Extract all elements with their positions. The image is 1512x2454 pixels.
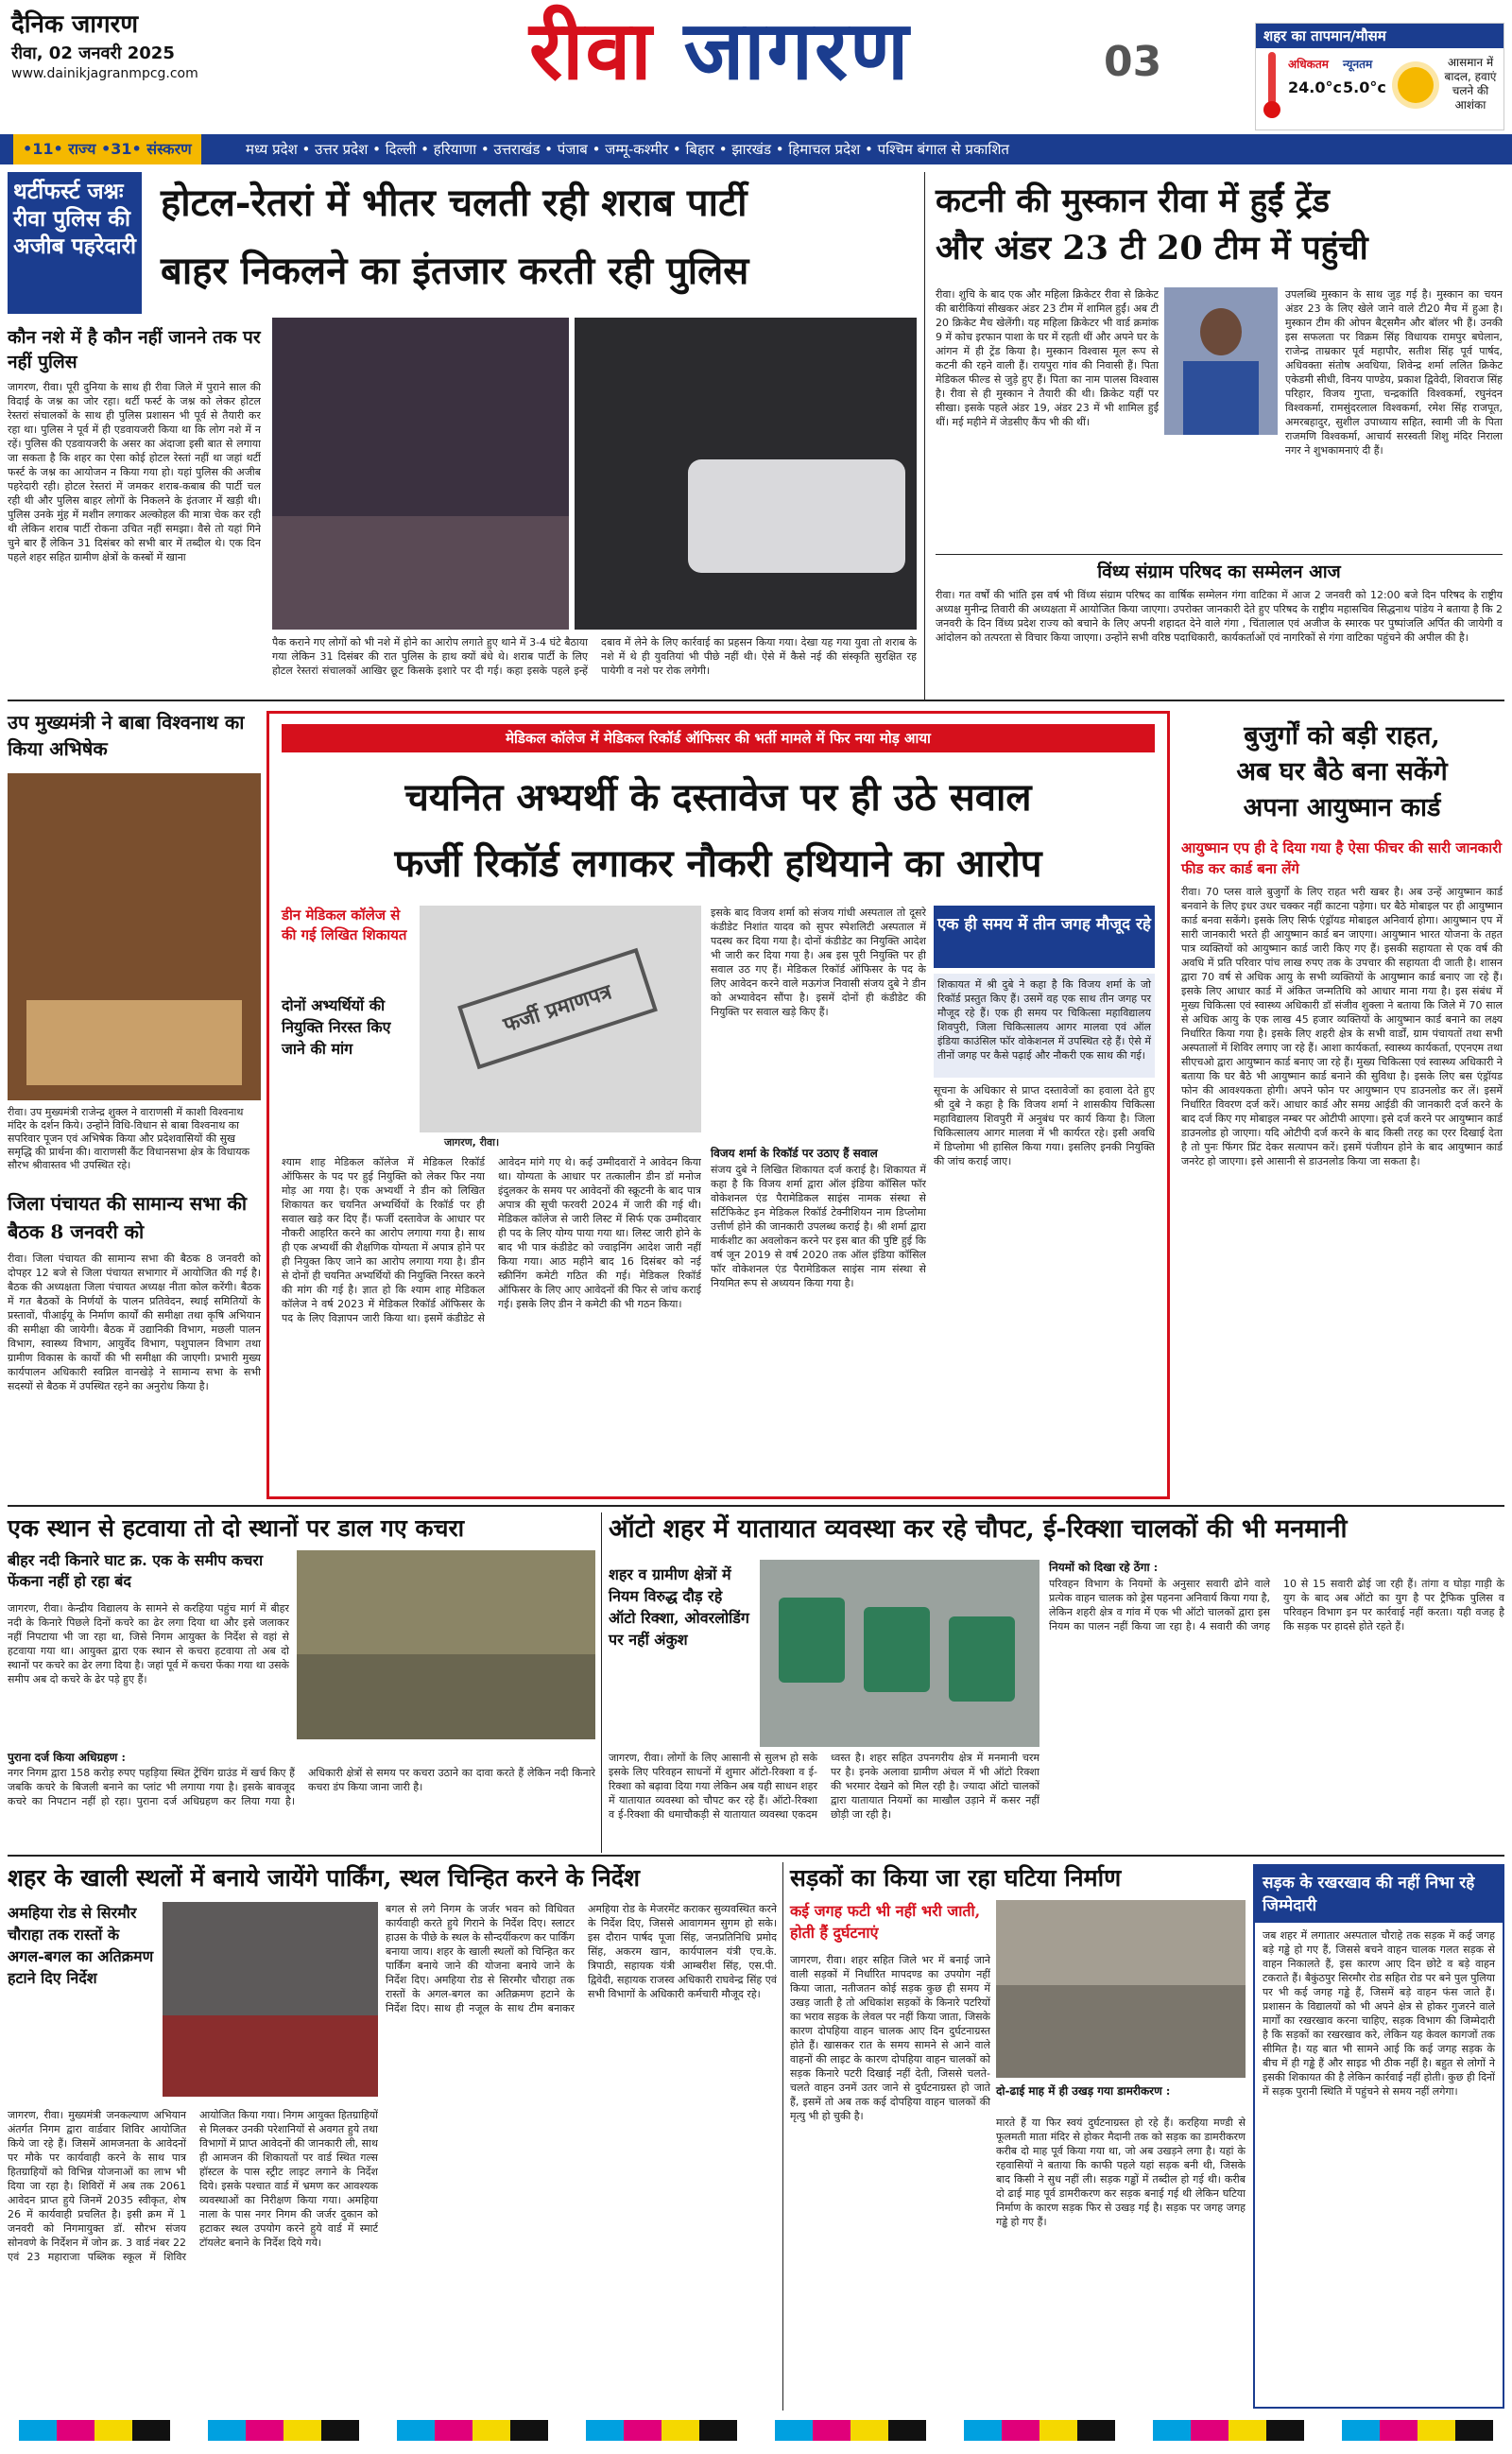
road-inline-head: दो-ढाई माह में ही उखड़ गया डामरीकरण : [996, 2084, 1171, 2098]
garbage-subhead: बीहर नदी किनारे घाट क्र. एक के समीप कचरा फेंकना नहीं हो रहा बंद [8, 1551, 264, 1590]
muskan-body-1: रीवा। शुचि के बाद एक और महिला क्रिकेटर रीवा से क्रिकेट की बारीकियां सीखकर अंडर 23 टीम में शामिल हुईं। अब टी 20 क्रिकेट मैच खेलेंगी। यह महिला क्रिकेटर भी वार्ड क्रमांक 9 में कोच इरफान पाशा के घर में रहती थीं और अपने घर के आंगन में ही ट्रेंड किया है। मुस्कान विश्वास मूल रूप से कटनी की रहने वाली हैं। रायपुरा गांव की निवासी हैं। पिता मेडिकल फील्ड से जुड़े हुए हैं। पिता का नाम पालस विश्वास है। रीवा से ही मुस्कान ने तैयारी की थी। क्रिकेट यहीं पर सीखा। इसके पहले अंडर 19, अंडर 23 में भी शामिल हुईं थीं। मई महीने में जेडसीए कैंप भी की थीं। [936, 288, 1159, 428]
medical-subhead: विजय शर्मा के रिकॉर्ड पर उठाए हैं सवाल [711, 1147, 878, 1160]
medical-box [934, 906, 1155, 968]
zila-body: रीवा। जिला पंचायत की सामान्य सभा की बैठक 8 जनवरी को दोपहर 12 बजे से जिला पंचायत सभागार में आयोजित की गई है। बैठक की अध्यक्षता जिला पंचायत अध्यक्ष नीता कोल करेंगी। बैठक में गत बैठकों के निर्णयों के पालन प्रतिवेदन, स्थाई समितियों के प्रस्तावों, पीआईयू के निर्माण कार्यों की समीक्षा तथा कृषि अभियान की समीक्षा की जायेगी। बैठक में उद्यानिकी विभाग, मछली पालन विभाग, स्वास्थ्य विभाग, आयुर्वेद विभाग, पशुपालन विभाग तथा ग्रामीण विकास के कार्यों की भी समीक्षा की जाएगी। प्रभारी मुख्य कार्यपालन अधिकारी स्वप्निल वानखेड़े ने सामान्य सभा के सभी सदस्यों से बैठक में उपस्थित रहने का अनुरोध किया है। [8, 1253, 261, 1392]
weather-description: आसमान में बादल, हवाएं चलने की आशंका [1444, 56, 1497, 112]
party-side-head-text: थर्टीफर्स्ट जश्नः रीवा पुलिस की अजीब पहरेदारी [13, 179, 136, 259]
weather-box [1255, 23, 1504, 130]
parking-side: अमहिया रोड से सिरमौर चौराहा तक रास्तों के अगल-बगल का अतिक्रमण हटाने दिए निर्देश [8, 1904, 154, 1987]
road-headline: सड़कों का किया जा रहा घटिया निर्माण [790, 1864, 1122, 1892]
garbage-photo [297, 1550, 595, 1739]
medical-kicker: मेडिकल कॉलेज में मेडिकल रिकॉर्ड ऑफिसर की भर्ती मामले में फिर नया मोड़ आया [506, 730, 931, 747]
masthead-left [11, 6, 408, 81]
party-photo-crowd [272, 318, 569, 630]
medical-side-black: दोनों अभ्यर्थियों की नियुक्ति निरस्त किए जाने की मांग [282, 996, 391, 1058]
zila-headline: जिला पंचायत की सामान्य सभा की बैठक 8 जनवरी को [8, 1192, 247, 1243]
thermometer-icon [1263, 52, 1280, 120]
vindhya-headline: विंध्य संग्राम परिषद का सम्मेलन आज [1097, 562, 1341, 582]
ayushman-headline-1: बुजुर्गों को बड़ी राहत, [1244, 721, 1440, 751]
shiva-headline: उप मुख्यमंत्री ने बाबा विश्वनाथ का किया अभिषेक [8, 711, 245, 760]
edition-band [0, 134, 1512, 164]
website-link[interactable]: www.dainikjagranmpcg.com [11, 66, 198, 81]
repair-headline: सड़क के रखरखाव की नहीं निभा रहे जिम्मेदारी [1255, 1866, 1503, 1923]
section-divider [8, 1505, 1504, 1507]
fake-certificate-stamp: फर्जी प्रमाणपत्र [457, 948, 658, 1069]
auto-photo [760, 1560, 1040, 1747]
vindhya-body: रीवा। गत वर्षों की भांति इस वर्ष भी विंध्य संग्राम परिषद का वार्षिक सम्मेलन गंगा वाटिका में आज 2 जनवरी को 12:00 बजे दिन परिषद के राष्ट्रीय अध्यक्ष मुनीन्द्र तिवारी की अध्यक्षता में आयोजित किया जाएगा। उपरोक्त जानकारी देते हुए परिषद के राष्ट्रीय महासचिव सिद्धनाथ पांडेय ने बताया है कि 2 जनवरी के दिन विंध्य प्रदेश राज्य को बचाने के लिए अपनी शहादत देने वाले गंगा , चिंतालाल एवं अजीज के स्मारक पर पुष्पांजलि अर्पित की जायेगी व आंदोलन को तत्परता से विचार किया जाएगा। उन्होंने सभी वरिष्ठ पदाधिकारी, कार्यकर्ताओं एवं नागरिकों से गंगा वाटिका पहुंचने की अपील की है। [936, 589, 1503, 644]
section-divider [936, 554, 1503, 555]
ayushman-headline-3: अपना आयुष्मान कार्ड [1243, 793, 1441, 822]
medical-body-a: श्याम शाह मेडिकल कॉलेज में मेडिकल रिकॉर्ड ऑफिसर के पद पर हुई नियुक्ति को लेकर फिर नया मोड़ आ गया है। एक अभ्यर्थी ने डीन को लिखित शिकायत कर चयनित अभ्यर्थियों के रिकॉर्ड पर ही सवाल खड़े कर दिए हैं। फर्जी दस्तावेज के आधार पर नौकरी आहरित करने का आरोप लगाया गया है। साथ ही एक अभ्यर्थी की शैक्षणिक योग्यता में अपात्र होने पर ही नियुक्त किए जाने का आरोप लगाया गया है। डीन से दोनों ही चयनित अभ्यर्थियों की नियुक्ति निरस्त करने की मांग की गई है। ज्ञात हो कि श्याम शाह मेडिकल कॉलेज ने वर्ष 2023 में मेडिकल रिकॉर्ड ऑफिसर के पद के लिए विज्ञापन जारी किया था। इसमें कंडीडेट से आवेदन मांगे गए थे। कई उम्मीदवारों ने आवेदन किया था। योग्यता के आधार पर तत्कालीन डीन डॉ मनोज इंदुलकर के समय पर आवेदनों की स्क्रूटनी के बाद पात्र अपात्र की सूची फरवरी 2024 में जारी की गई थी। मेडिकल कॉलेज से जारी लिस्ट में सिर्फ एक उम्मीदवार ही पद के लिए योग्य पाया गया था। लिस्ट जारी होने के बाद भी पात्र कंडीडेट को ज्वाइनिंग आदेश जारी नहीं किया गया। आठ महीने बाद 16 दिसंबर को नई स्क्रीनिंग कमेटी गठित की गई। मेडिकल रिकॉर्ड ऑफिसर के लिए आए आवेदनों की फिर से जांच कराई गई। इसके लिए डीन ने कमेटी की भी गठन किया। [282, 1156, 701, 1324]
muskan-photo [1164, 287, 1278, 435]
parking-headline: शहर के खाली स्थलों में बनाये जायेंगे पार्किंग, स्थल चिन्हित करने के निर्देश [8, 1864, 641, 1892]
title-jagran: जागरण [683, 3, 911, 98]
road-body-b: मारते हैं या फिर स्वयं दुर्घटनाग्रस्त हो रहे हैं। करहिया मण्डी से फूलमती माता मंदिर से होकर मैदानी तक को सड़क का डामरीकरण करीब दो माह पूर्व किया गया था, जो अब उखड़ने लगा है। यहां के रहवासियों ने बताया कि काफी पहले यहां सड़क बनी थी, जिसके बाद किसी ने सुध नहीं ली। सड़क गड्ढों में तब्दील हो गई थी। करीब दो ढाई माह पूर्व डामरीकरण कर सड़क बनाई गई थी लेकिन घटिया निर्माण के कारण सड़क फिर से उखड़ गई है। सड़क पर जगह जगह गड्ढे हो गए हैं। [996, 2117, 1246, 2228]
muskan-headline-1: कटनी की मुस्कान रीवा में हुईं ट्रेंड [936, 181, 1330, 220]
ayushman-subhead: आयुष्मान एप ही दे दिया गया है ऐसा फीचर की सारी जानकारी फीड कर कार्ड बना लेंगे [1181, 839, 1503, 877]
repair-body: जब शहर में लगातार अस्पताल चौराहे तक सड़क में कई जगह बड़े गड्ढे हो गए हैं, जिससे बचने वाहन चालक गलत सड़क से वाहन निकालते हैं, इस कारण आए दिन छोटे व बड़े वाहन टकराते हैं। बैकुंठपुर सिरमौर रोड सहित रोड पर बने पुल पुलिया पर भी कई जगह गड्ढे हैं, जिसमें बड़े वाहन फंस जाते हैं। प्रशासन के विद्यालयों को भी अपने क्षेत्र से होकर गुजरने वाले मार्गों का रखरखाव करना चाहिए, सड़क विभाग की जिम्मेदारी है कि सड़कों का रखरखाव करे, लेकिन यह केवल कागजों तक सीमित है। यह बात भी सामने आई कि कई जगह सड़क के बीच में ही गड्ढे हैं और साइड भी ठीक नहीं है। बहुत से लोगों ने इसकी शिकायत की है लेकिन कार्रवाई नहीं होती। कुछ ही दिनों में सड़क पुरानी स्थिति में पहुंचने से समय नहीं लगेगा। [1263, 1929, 1495, 2098]
parking-body-a: जागरण, रीवा। मुख्यमंत्री जनकल्याण अभियान अंतर्गत निगम द्वारा वार्डवार शिविर आयोजित किये जा रहे हैं। जिसमें आमजनता के आवेदनों पर मौके पर कार्यवाही करने के साथ पात्र हितग्राहियों को विभिन्न योजनाओं का लाभ भी दिया जा रहा है। शिविरों में अब तक 2061 आवेदन प्राप्त हुये जिनमें 2035 स्वीकृत, शेष 26 में कार्यवाही प्रचलित है। इसी क्रम में 1 जनवरी को निगमायुक्त डॉ. सौरभ संजय सोनवणे के निर्देशन में जोन क्र. 3 वार्ड नंबर 22 एवं 23 महाराजा पब्लिक स्कूल में शिविर आयोजित किया गया। निगम आयुक्त हितग्राहियों से मिलकर उनकी परेशानियों से अवगत हुये तथा विभागों में प्राप्त आवेदनों की जानकारी ली, साथ ही आमजन की शिकायतों पर वार्ड स्थित गल्स हॉस्टल के पास स्ट्रीट लाइट लगाने के निर्देश दिये। इसके पश्चात वार्ड में भ्रमण कर आवश्यक व्यवस्थाओं का निरीक्षण किया गया। अमहिया नाला के पास नगर निगम की जर्जर दुकान को हटाकर स्थल उपयोग करने हुये वार्ड में स्मार्ट टॉयलेट बनाने के निर्देश दिये गये। [8, 2109, 378, 2263]
road-body-a: जागरण, रीवा। शहर सहित जिले भर में बनाई जाने वाली सड़कों में निर्धारित मापदण्ड का उपयोग नहीं किया जाता, नतीजतन कोई सड़क कुछ ही समय में उखड़ जाती है तो अधिकांश सड़कों के किनारे पटरियों का भराव सड़क के लेवल पर नहीं किया जाता, जिसके कारण दोपहिया वाहन चालक आए दिन दुर्घटनाग्रस्त होते हैं। खासकर रात के समय सामने से आने वाले वाहनों की लाइट के कारण दोपहिया वाहन चालकों को सड़क किनारे पटरी दिखाई नहीं देती, जिससे चलते-चलते वाहन उनमें उतर जाने से दुर्घटनाग्रस्त हो जाते हैं, इसमें तो अब तक कई दोपहिया वाहन चालकों की मृत्यु भी हो चुकी है। [790, 1954, 990, 2122]
section-divider [8, 700, 1504, 701]
weather-min-label: न्यूनतम [1343, 58, 1373, 71]
title-rewa: रीवा [529, 3, 654, 98]
ayushman-headline-2: अब घर बैठे बना सकेंगे [1236, 757, 1448, 786]
auto-body-b: परिवहन विभाग के नियमों के अनुसार सवारी ढोने वाले प्रत्येक वाहन चालक को ड्रेस पहनना अनिवार्य किया गया है, लेकिन शहरी क्षेत्र व गांव में एक भी ऑटो चालकों द्वारा इस नियम का पालन नहीं किया जा रहा है। 4 सवारी की जगह 10 से 15 सवारी ढोई जा रही हैं। तांगा व घोड़ा गाड़ी के युग के बाद अब ऑटो का युग है पर ट्रैफिक पुलिस व परिवहन विभाग इन पर कार्रवाई नहीं करता। यही वजह है कि सड़क पर हादसे होते रहते हैं। [1049, 1578, 1504, 1633]
auto-subhead: नियमों को दिखा रहे ठेंगा : [1049, 1561, 1159, 1574]
medical-kicker-bar [282, 724, 1155, 752]
garbage-headline: एक स्थान से हटवाया तो दो स्थानों पर डाल गए कचरा [8, 1514, 465, 1542]
medical-stamp-photo [420, 906, 701, 1132]
edition-count: •11• राज्य •31• संस्करण [13, 134, 201, 164]
section-divider [8, 1855, 1504, 1857]
party-body-bottom: पैक कराने गए लोगों को भी नशे में होने का आरोप लगाते हुए थाने में 3-4 घंटे बैठाया गया लेकिन 31 दिसंबर की रात पुलिस के हाथ क्यों बंधे थे। शराब पार्टी के लिए होटल रेस्तरां संचालकों आखिर छूट किसके इशारे पर दी गई। कहा इसके पहले इन्हें दबाव में लेने के लिए कार्रवाई का प्रहसन किया गया। देखा यह गया युवा तो शराब के नशे में थे ही युवतियां भी पीछे नहीं थी। ऐसे में कैसे नई की संस्कृति सुरक्षित रह पायेगी व नशे पर रोक लगेगी। [272, 636, 917, 677]
repair-box [1253, 1864, 1504, 2409]
column-divider [601, 1512, 602, 1853]
medical-body-b: इसके बाद विजय शर्मा को संजय गांधी अस्पताल तो दूसरे कंडीडेट निशांत यादव को सुपर स्पेशलिटी अस्पताल में पदस्थ कर दिया गया है। दोनों कंडीडेट का नियुक्ति आदेश भी जारी कर दिया गया है। अब इस पूरी नियुक्ति पर ही सवाल उठ गए हैं। मेडिकल रिकॉर्ड ऑफिसर के पद के लिए आवेदन करने वाले मऊगंज निवासी संजय दुबे ने डीन को अभ्यावेदन सौंपा है। इसमें दोनों ही कंडीडेट की नियुक्ति पर सवाल खड़े किए हैं। [711, 907, 926, 1018]
masthead [0, 0, 1512, 130]
garbage-body-b: नगर निगम द्वारा 158 करोड़ रुपए पहड़िया स्थित ट्रेंचिंग ग्राउंड में खर्च किए हैं जबकि कचरे के बिजली बनाने का प्लांट भी लगाया गया है। इसके बावजूद कचरे का निपटान नहीं हो रहा। पुराना दर्ज अधिग्रहण कर लिया गया है। अधिकारी क्षेत्रों से समय पर कचरा उठाने का दावा करते हैं लेकिन नदी किनारे कचरा डंप किया जाना जारी है। [8, 1767, 595, 1807]
column-divider [924, 172, 925, 701]
muskan-body-2: उपलब्धि मुस्कान के साथ जुड़ गई है। मुस्कान का चयन अंडर 23 के लिए खेले जाने वाले टी20 मैच में हुआ है। मुस्कान टीम की ओपन बैट्समैन और बॉलर भी हैं। उनकी इस सफलता पर विक्रम सिंह विधायक रामपुर बघेलान, राजेन्द्र ताम्रकार पूर्व महापौर, सतीश सिंह पूर्व पार्षद, अधिवक्ता संतोष अवधिया, शिवेन्द्र शर्मा ललित क्रिकेट एकेडमी सीधी, विनय पाण्डेय, प्रकाश द्विवेदी, शिवराज सिंह परिहार, विजय गुप्ता, चन्द्रकांति विश्वकर्मा, रघुनंदन विश्वकर्मा, रामसुंदरलाल विश्वकर्मा, रमेश सिंह राजपूत, अमरबहादुर, सुशील उपाध्याय सहित, स्वामी जी के पिता राजमणि विश्वकर्मा, आचार्य सरस्वती शिशु मंदिर निराला नगर ने शुभकामनाएं दी हैं। [1285, 288, 1503, 457]
medical-body-d: सूचना के अधिकार से प्राप्त दस्तावेजों का हवाला देते हुए श्री दुबे ने कहा है कि विजय शर्मा ने शासकीय चिकित्सा महाविद्यालय शिवपुरी में अनुबंध पर कार्य किया है। जिला चिकित्सालय आगर मालवा में भी कार्यरत रहे। इसी अवधि में डिप्लोमा भी हासिल किया गया। इसलिए इनकी नियुक्ति की जांच कराई जाए। [934, 1084, 1155, 1167]
weather-heading: शहर का तापमान/मौसम [1256, 24, 1503, 48]
garbage-body-a: जागरण, रीवा। केन्द्रीय विद्यालय के सामने से करहिया पहुंच मार्ग में बीहर नदी के किनारे पिछले दिनों कचरे का ढेर लगा दिया था और इसे जलाकर नहीं निपटाया भी जा रहा था, जिसे निगम आयुक्त के निर्देश से वहां से हटवाया गया था। आयुक्त द्वारा एक स्थान से कचरा हटवाया तो अब दो स्थानों पर कचरे का ढेर लगा दिया है। जहां पूर्व में कचरा फेंका गया था उसके समीप अब दो कचरे के ढेर पड़े हुए हैं। [8, 1602, 289, 1685]
medical-side-red: डीन मेडिकल कॉलेज से की गई लिखित शिकायत [282, 907, 407, 943]
weather-max-label: अधिकतम [1288, 58, 1329, 71]
register-mark-strip [0, 2420, 1512, 2441]
party-subhead: कौन नशे में है कौन नहीं जानने तक पर नहीं पुलिस [8, 327, 261, 372]
medical-headline-2: फर्जी रिकॉर्ड लगाकर नौकरी हथियाने का आरोप [394, 841, 1042, 886]
shiva-caption: रीवा। उप मुख्यमंत्री राजेन्द्र शुक्ल ने वाराणसी में काशी विश्वनाथ मंदिर के दर्शन किये। उन्होंने विधि-विधान से बाबा विश्वनाथ का सपरिवार पूजन एवं अभिषेक किया और प्रदेशवासियों की सुख समृद्धि की प्रार्थना की। वाराणसी कैंट विधानसभा क्षेत्र के विधायक सौरभ श्रीवास्तव भी उपस्थित रहे। [8, 1106, 250, 1171]
medical-box-head: एक ही समय में तीन जगह मौजूद रहे [937, 915, 1151, 934]
medical-dateline: जागरण, रीवा। [444, 1136, 500, 1149]
auto-headline: ऑटो शहर में यातायात व्यवस्था कर रहे चौपट, ई-रिक्शा चालकों की भी मनमानी [609, 1514, 1348, 1544]
weather-max-value: 24.0°c [1288, 78, 1342, 96]
page-number: 03 [1104, 38, 1162, 86]
road-photo [996, 1900, 1246, 2078]
dateline: रीवा, 02 जनवरी 2025 [11, 43, 175, 63]
party-body-left: जागरण, रीवा। पूरी दुनिया के साथ ही रीवा जिले में पुराने साल की विदाई के जश्न का जोर रहा। थर्टी फर्स्ट के जश्न को लेकर होटल रेस्तरां संचालकों के साथ ही पुलिस प्रशासन भी पूर्व से तैयारी कर रहा था। पुलिस ने पूर्व में ही एडवायजरी किया था कि लोग नशे में न रहें। पुलिस की एडवायजरी के असर का अंदाजा इसी बात से लगाया जा सकता है कि शहर का ऐसा कोई होटल रेस्तां नहीं था जहां थर्टी फर्स्ट के जश्न का आयोजन न किया गया हो। यहां पुलिस की अजीब पहरेदारी रही। होटल रेस्तरां में जमकर शराब-कबाब की पार्टी चल रही थी और पुलिस बाहर लोगों के निकलने के इंतजार में खड़ी थी। पुलिस उनके मुंह में मशीन लगाकर अल्कोहल की मात्रा चेक कर रही थी लेकिन शराब पार्टी रोकना उचित नहीं समझा। वैसे तो यहां गिने चुने बार हैं लेकिन 31 दिसंबर को सभी बार में तब्दील थे। एक दिन पहले शहर सहित ग्रामीण क्षेत्रों के कस्बों में खाना [8, 381, 261, 563]
column-divider [782, 1862, 783, 2411]
shiva-photo [8, 773, 261, 1100]
auto-side: शहर व ग्रामीण क्षेत्रों में नियम विरुद्ध दौड़ रहे ऑटो रिक्शा, ओवरलोडिंग पर नहीं अंकुश [609, 1565, 749, 1649]
sun-icon [1398, 67, 1434, 103]
paper-name: दैनिक जागरण [11, 10, 139, 39]
states-list: मध्य प्रदेश • उत्तर प्रदेश • दिल्ली • हरियाणा • उत्तराखंड • पंजाब • जम्मू-कश्मीर • बिहार • झारखंड • हिमाचल प्रदेश • पश्चिम बंगाल से प्रकाशित [246, 141, 1009, 158]
party-headline-2: बाहर निकलने का इंतजार करती रही पुलिस [161, 249, 749, 293]
ayushman-body: रीवा। 70 प्लस वाले बुजुर्गों के लिए राहत भरी खबर है। अब उन्हें आयुष्मान कार्ड बनवाने के लिए इधर उधर चक्कर नहीं काटना पड़ेगा। घर बैठे मोबाइल पर ही आयुष्मान कार्ड बनवा सकेंगे। इसके लिए सिर्फ एंड्रॉयड मोबाइल अनिवार्य होगा। आयुष्मान एप में सारी जानकारी भरते ही आयुष्मान कार्ड बन जाएगा। आयुष्मान भारत योजना के तहत पात्र व्यक्तियों को आयुष्मान कार्ड जारी किए गए हैं। इसकी सहायता से एक वर्ष की अवधि में प्रति परिवार पांच लाख रुपए तक के उपचार की सहायता दी जाती है। शासन द्वारा 70 वर्ष से अधिक आयु के सभी व्यक्तियों के आयुष्मान कार्ड बनाए जा रहे हैं। इसके लिए आधार कार्ड में अंकित जन्मतिथि को आधार माना गया है। इस संबंध में मुख्य चिकित्सा एवं स्वास्थ्य अधिकारी डॉ संजीव शुक्ला ने बताया कि जिले में 70 साल से अधिक आयु के एक लाख 45 हजार व्यक्तियों के आयुष्मान कार्ड बनाने का लक्ष्य निर्धारित किया गया है। इसके लिए शहरी क्षेत्र के सभी वार्डों, ग्राम पंचायतों तथा सभी अस्पतालों में शिविर लगाए जा रहे हैं। आशा कार्यकर्ता, स्वास्थ्य कार्यकर्ता, एएनएम तथा सीएचओ द्वारा आयुष्मान कार्ड बनाए जा रहे हैं। मुख्य चिकित्सा एवं स्वास्थ्य अधिकारी ने बताया कि घर बैठे भी आयुष्मान कार्ड बनाने की सुविधा है। इसके लिए बस एंड्रॉयड फोन की आवश्यकता होगी। अपने फोन पर आयुष्मान एप डाउनलोड कर लें। इसमें निर्धारित विवरण दर्ज करें। आधार कार्ड और समग्र आईडी की जानकारी दर्ज करने के बाद दर्ज किए गए मोबाइल नम्बर पर ओटीपी आएगा। इसे दर्ज करने पर आयुष्मान कार्ड डाउनलोड हो जाएगा। यदि ओटीपी दर्ज करने के बाद किसी तरह का एरर दिखाई देता है तो पुनः फिंगर प्रिंट देकर सत्यापन करें। इसमें पंजीयन होने के बाद आयुष्मान कार्ड जनरेट हो जाएगा। इसे आसानी से डाउनलोड किया जा सकता है। [1181, 886, 1503, 1167]
road-subhead: कई जगह फटी भी नहीं भरी जाती, होती हैं दुर्घटनाएं [790, 1902, 981, 1942]
medical-box-body: शिकायत में श्री दुबे ने कहा है कि विजय शर्मा के जो रिकॉर्ड प्रस्तुत किए हैं। उसमें वह एक साथ तीन जगह पर मौजूद रहे हैं। एक ही समय पर चिकित्सा महाविद्यालय शिवपुरी, जिला चिकित्सालय आगर मालवा एवं ऑल इंडिया काउंसिल फॉर वोकेशनल में उपस्थित रहे हैं। ऐसे में तीनों जगह पर कैसे पढ़ाई और नौकरी एक साथ की गई। [934, 974, 1155, 1078]
auto-body-a: जागरण, रीवा। लोगों के लिए आसानी से सुलभ हो सके इसके लिए परिवहन साधनों में शुमार ऑटो-रिक्शा व ई-रिक्शा को बढ़ावा दिया गया लेकिन अब यही साधन शहर में यातायात व्यवस्था को चौपट कर रहे हैं। ऑटो-रिक्शा व ई-रिक्शा की धमाचौकड़ी से यातायात व्यवस्था एकदम ध्वस्त है। शहर सहित उपनगरीय क्षेत्र में मनमानी चरम पर है। इनके अलावा ग्रामीण अंचल में भी ऑटो रिक्शा की भरमार देखने को मिल रही है। ज्यादा ऑटो चालकों द्वारा यातायात नियमों का माखौल उड़ाने में कसर नहीं छोड़ी जा रही है। [609, 1752, 1040, 1821]
medical-body-c: संजय दुबे ने लिखित शिकायत दर्ज कराई है। शिकायत में कहा है कि विजय शर्मा द्वारा ऑल इंडिया कॉसिल फॉर वोकेशनल एंड पैरामेडिकल साइंस नामक संस्था से सर्टिफिकेट इन मेडिकल रिकॉर्ड टेक्नीशियन नाम डिप्लोमा उत्तीर्ण होने की जानकारी उपलब्ध कराई है। श्री शर्मा द्वारा मार्कशीट का अवलोकन करने पर इस बात की पुष्टि हुई कि वर्ष जून 2019 से वर्ष 2020 तक ऑल इंडिया कॉसिल फॉर वोकेशनल एंड पैरामेडिकल साइंस नाम संस्था से नियमित रूप से अध्ययन किया गया है। [711, 1164, 926, 1289]
parking-body-b: बगल से लगे निगम के जर्जर भवन को विधिवत कार्यवाही करते हुये गिराने के निर्देश दिए। स्लाटर हाउस के पीछे के स्थल के सौन्दर्यीकरण कर पार्किंग बनाया जाय। शहर के खाली स्थलों को चिन्हित कर पार्किंग बनाये जाने की योजना बनाये जाने के निर्देश दिए। अमहिया रोड से सिरमौर चौराहा तक रास्तों के अगल-बगल का अतिक्रमण हटाने के निर्देश दिए। साथ ही नजूल के साथ टीम बनाकर अमहिया रोड के मेजरमेंट कराकर सुव्यवस्थित करने के निर्देश दिए, जिससे आवागमन सुगम हो सके। इस दौरान पार्षद पूजा सिंह, जनप्रतिनिधि प्रमोद सिंह, अकरम खान, कार्यपालन यंत्री एच.के. त्रिपाठी, सहायक यंत्री आम्बरीश सिंह, एस.पी. द्विवेदी, सहायक राजस्व अधिकारी राघवेन्द्र सिंह एवं सभी विभागों के अधिकारी कर्मचारी मौजूद रहे। [386, 1903, 777, 2014]
garbage-inline-head: पुराना दर्ज किया अधिग्रहण : [8, 1751, 126, 1764]
party-side-head [8, 172, 142, 314]
weather-min-value: 5.0°c [1343, 78, 1386, 96]
party-photo-police [575, 318, 917, 630]
party-headline-1: होटल-रेतरां में भीतर चलती रही शराब पार्टी [161, 181, 747, 225]
newspaper-title [529, 3, 911, 98]
muskan-headline-2: और अंडर 23 टी 20 टीम में पहुंची [936, 229, 1368, 268]
parking-photo [163, 1902, 378, 2097]
medical-headline-1: चयनित अभ्यर्थी के दस्तावेज पर ही उठे सवाल [404, 775, 1032, 820]
